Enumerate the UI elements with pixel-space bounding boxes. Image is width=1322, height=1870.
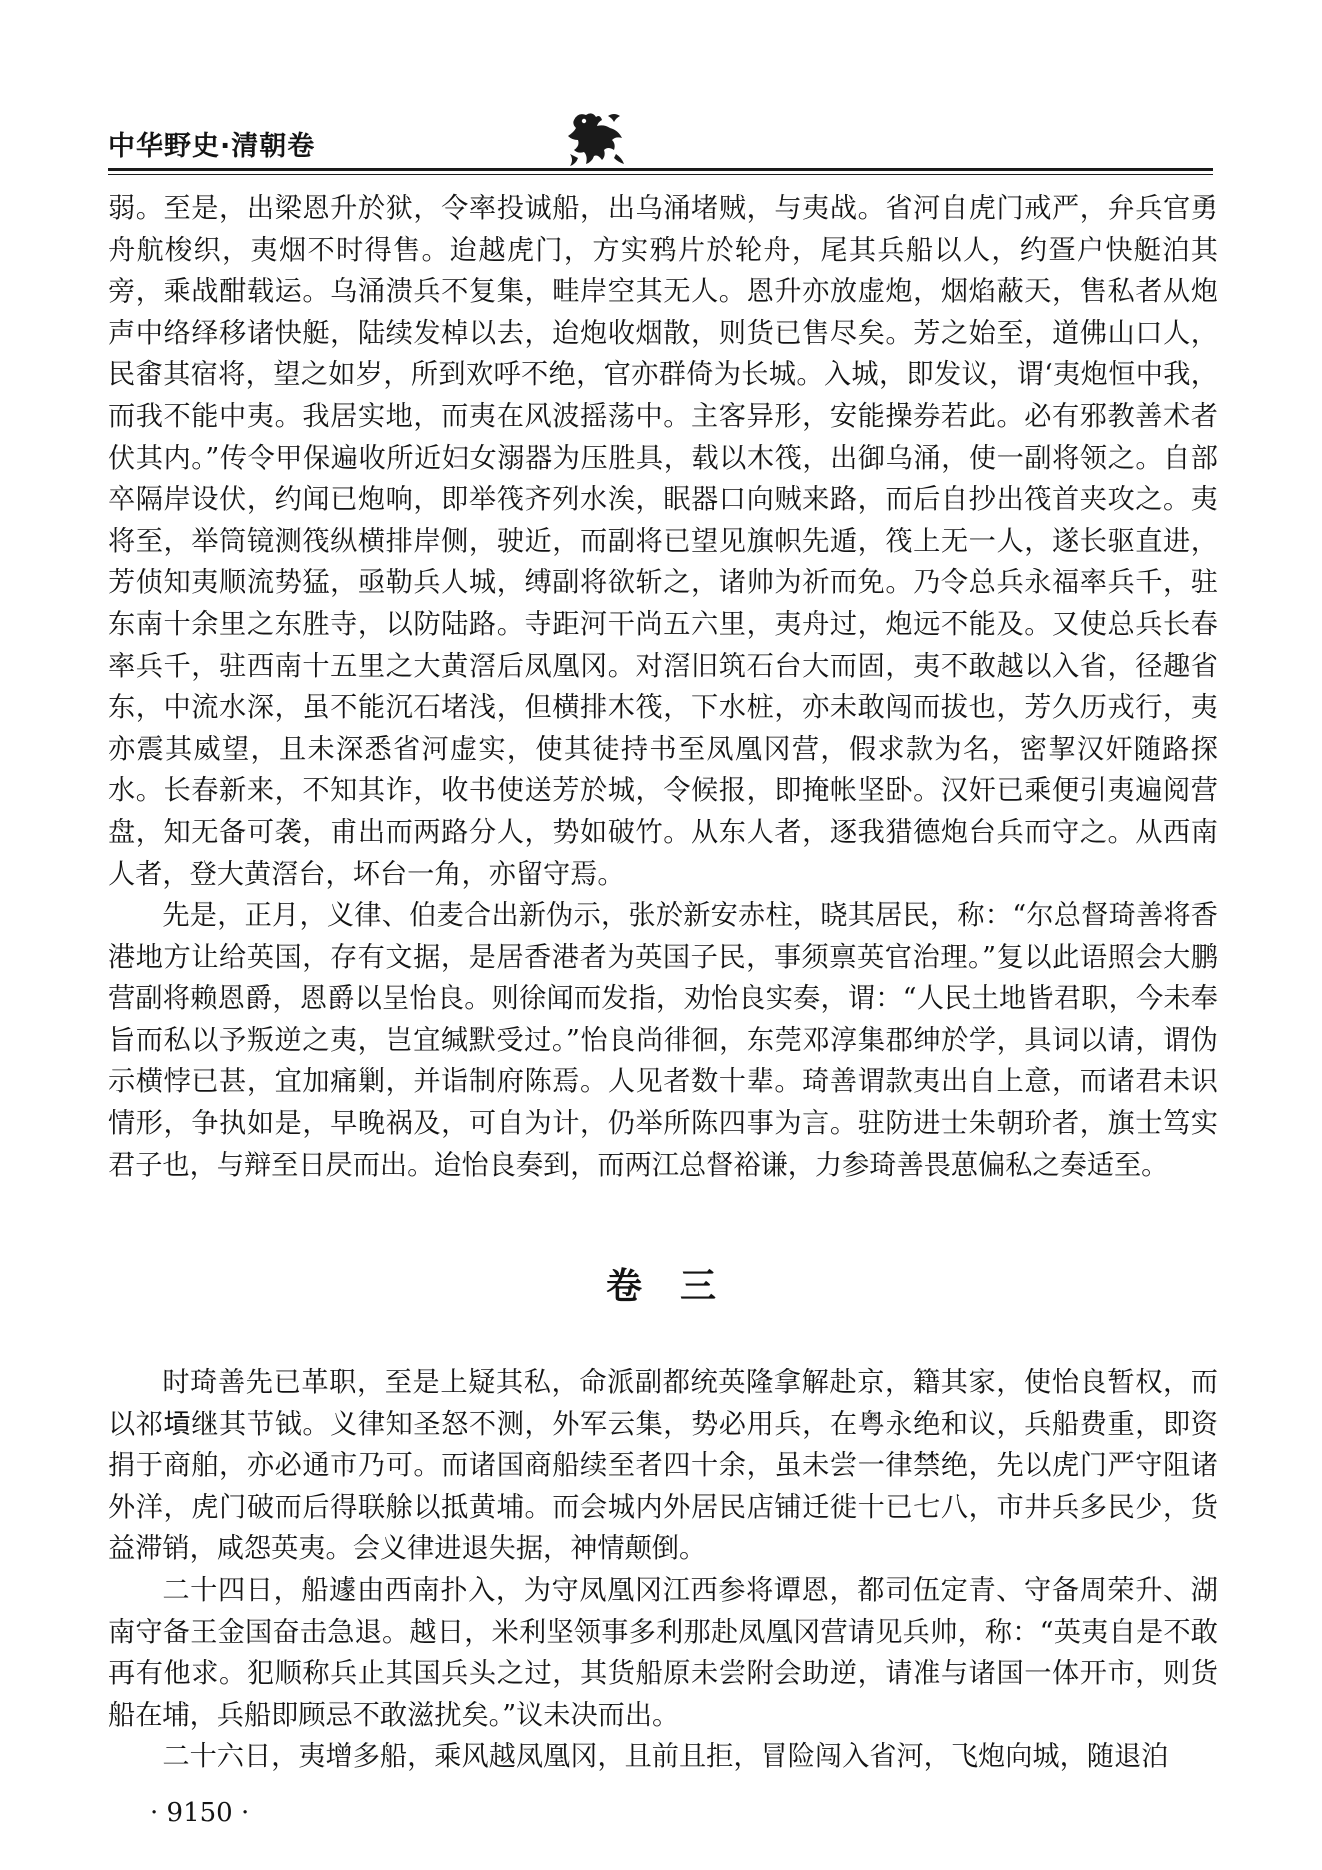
section-one-text xyxy=(108,188,1218,1186)
paragraph: 时琦善先已革职，至是上疑其私，命派副都统英隆拿解赴京，籍其家，使怡良暂权，而以祁𡎴继其节钺。义律知圣怒不测，外军云集，势必用兵，在粤永绝和议，兵船费重，即资捐于商舶，亦必通市乃可。而诸国商船续至者四十余，虽未尝一律禁绝，先以虎门严守阻诸外洋，虎门破而后得联艅以抵黄埔。而会城内外居民店铺迁徙十已七八，市井兵多民少，货益滞销，咸怨英夷。会义律进退失据，神情颠倒。 xyxy=(108,1367,1218,1565)
paragraph: 二十四日，船遽由西南扑入，为守凤凰冈江西参将谭恩，都司伍定青、守备周荣升、湖南守备王金国奋击急退。越日，米利坚领事多利那赴凤凰冈营请见兵帅，称：“英夷自是不敢再有他求。犯顺称兵止其国兵头之过，其货船原未尝附会助逆，请准与诸国一体开市，则货船在埔，兵船即顾忌不敢滋扰矣。”议未决而出。 xyxy=(108,1574,1218,1731)
paragraph: 先是，正月，义律、伯麦合出新伪示，张於新安赤柱，晓其居民，称：“尔总督琦善将香港地方让给英国，存有文据，是居香港者为英国子民，事须禀英官治理。”复以此语照会大鹏营副将赖恩爵，恩爵以呈怡良。则徐闻而发指，劝怡良实奏，谓：“人民土地皆君职，今未奉旨而私以予叛逆之夷，岂宜缄默受过。”怡良尚徘徊，东莞邓淳集郡绅於学，具词以请，谓伪示横悖已甚，宜加痛剿，并诣制府陈焉。人见者数十辈。琦善谓款夷出自上意，而诸君未识情形，争执如是，早晚祸及，可自为计，仍举所陈四事为言。驻防进士朱朝玠者，旗士笃实君子也，与辩至日昃而出。迨怡良奏到，而两江总督裕谦，力参琦善畏葸偏私之奏适至。 xyxy=(108,900,1218,1181)
book-title: 中华野史·清朝卷 xyxy=(108,131,316,162)
header-rule-thin xyxy=(108,174,1213,175)
section-two-text xyxy=(108,1362,1218,1778)
page-number: · 9150 · xyxy=(150,1798,250,1828)
running-header xyxy=(108,118,1213,180)
dragon-emblem-icon xyxy=(564,110,628,168)
paragraph: 二十六日，夷增多船，乘风越凤凰冈，且前且拒，冒险闯入省河，飞炮向城，随退泊 xyxy=(162,1741,1169,1773)
chapter-heading: 卷三 xyxy=(605,1266,754,1307)
header-rule xyxy=(108,168,1213,171)
paragraph: 弱。至是，出梁恩升於狱，令率投诚船，出乌涌堵贼，与夷战。省河自虎门戒严，弁兵官勇舟航梭织，夷烟不时得售。迨越虎门，方实鸦片於轮舟，尾其兵船以人，约疍户快艇泊其旁，乘战酣载运。乌涌溃兵不复集，畦岸空其无人。恩升亦放虚炮，烟焰蔽天，售私者从炮声中络绎移诸快艇，陆续发棹以去，迨炮收烟散，则货已售尽矣。芳之始至，道佛山口人，民畬其宿将，望之如岁，所到欢呼不绝，官亦群倚为长城。入城，即发议，谓‘夷炮恒中我，而我不能中夷。我居实地，而夷在风波摇荡中。主客异形，安能操券若此。必有邪教善术者伏其内。”传令甲保遍收所近妇女溺器为压胜具，载以木筏，出御乌涌，使一副将领之。自部卒隔岸设伏，约闻已炮响，即举筏齐列水涘，眠器口向贼来路，而后自抄出筏首夹攻之。夷将至，举筒镜测筏纵横排岸侧，驶近，而副将已望见旗帜先遁，筏上无一人，遂长驱直进，芳侦知夷顺流势猛，亟勒兵人城，缚副将欲斩之，诸帅为祈而免。乃令总兵永福率兵千，驻东南十余里之东胜寺，以防陆路。寺距河干尚五六里，夷舟过，炮远不能及。又使总兵长春率兵千，驻西南十五里之大黄滘后凤凰冈。对滘旧筑石台大而固，夷不敢越以入省，径趣省东，中流水深，虽不能沉石堵浅，但横排木筏，下水桩，亦未敢闯而拔也，芳久历戎行，夷亦震其威望，且未深悉省河虚实，使其徒持书至凤凰冈营，假求款为名，密挈汉奸随路探水。长春新来，不知其诈，收书使送芳於城，令候报，即掩帐坚卧。汉奸已乘便引夷遍阅营盘，知无备可袭，甫出而两路分人，势如破竹。从东人者，逐我猎德炮台兵而守之。从西南人者，登大黄滘台，坏台一角，亦留守焉。 xyxy=(108,193,1218,890)
